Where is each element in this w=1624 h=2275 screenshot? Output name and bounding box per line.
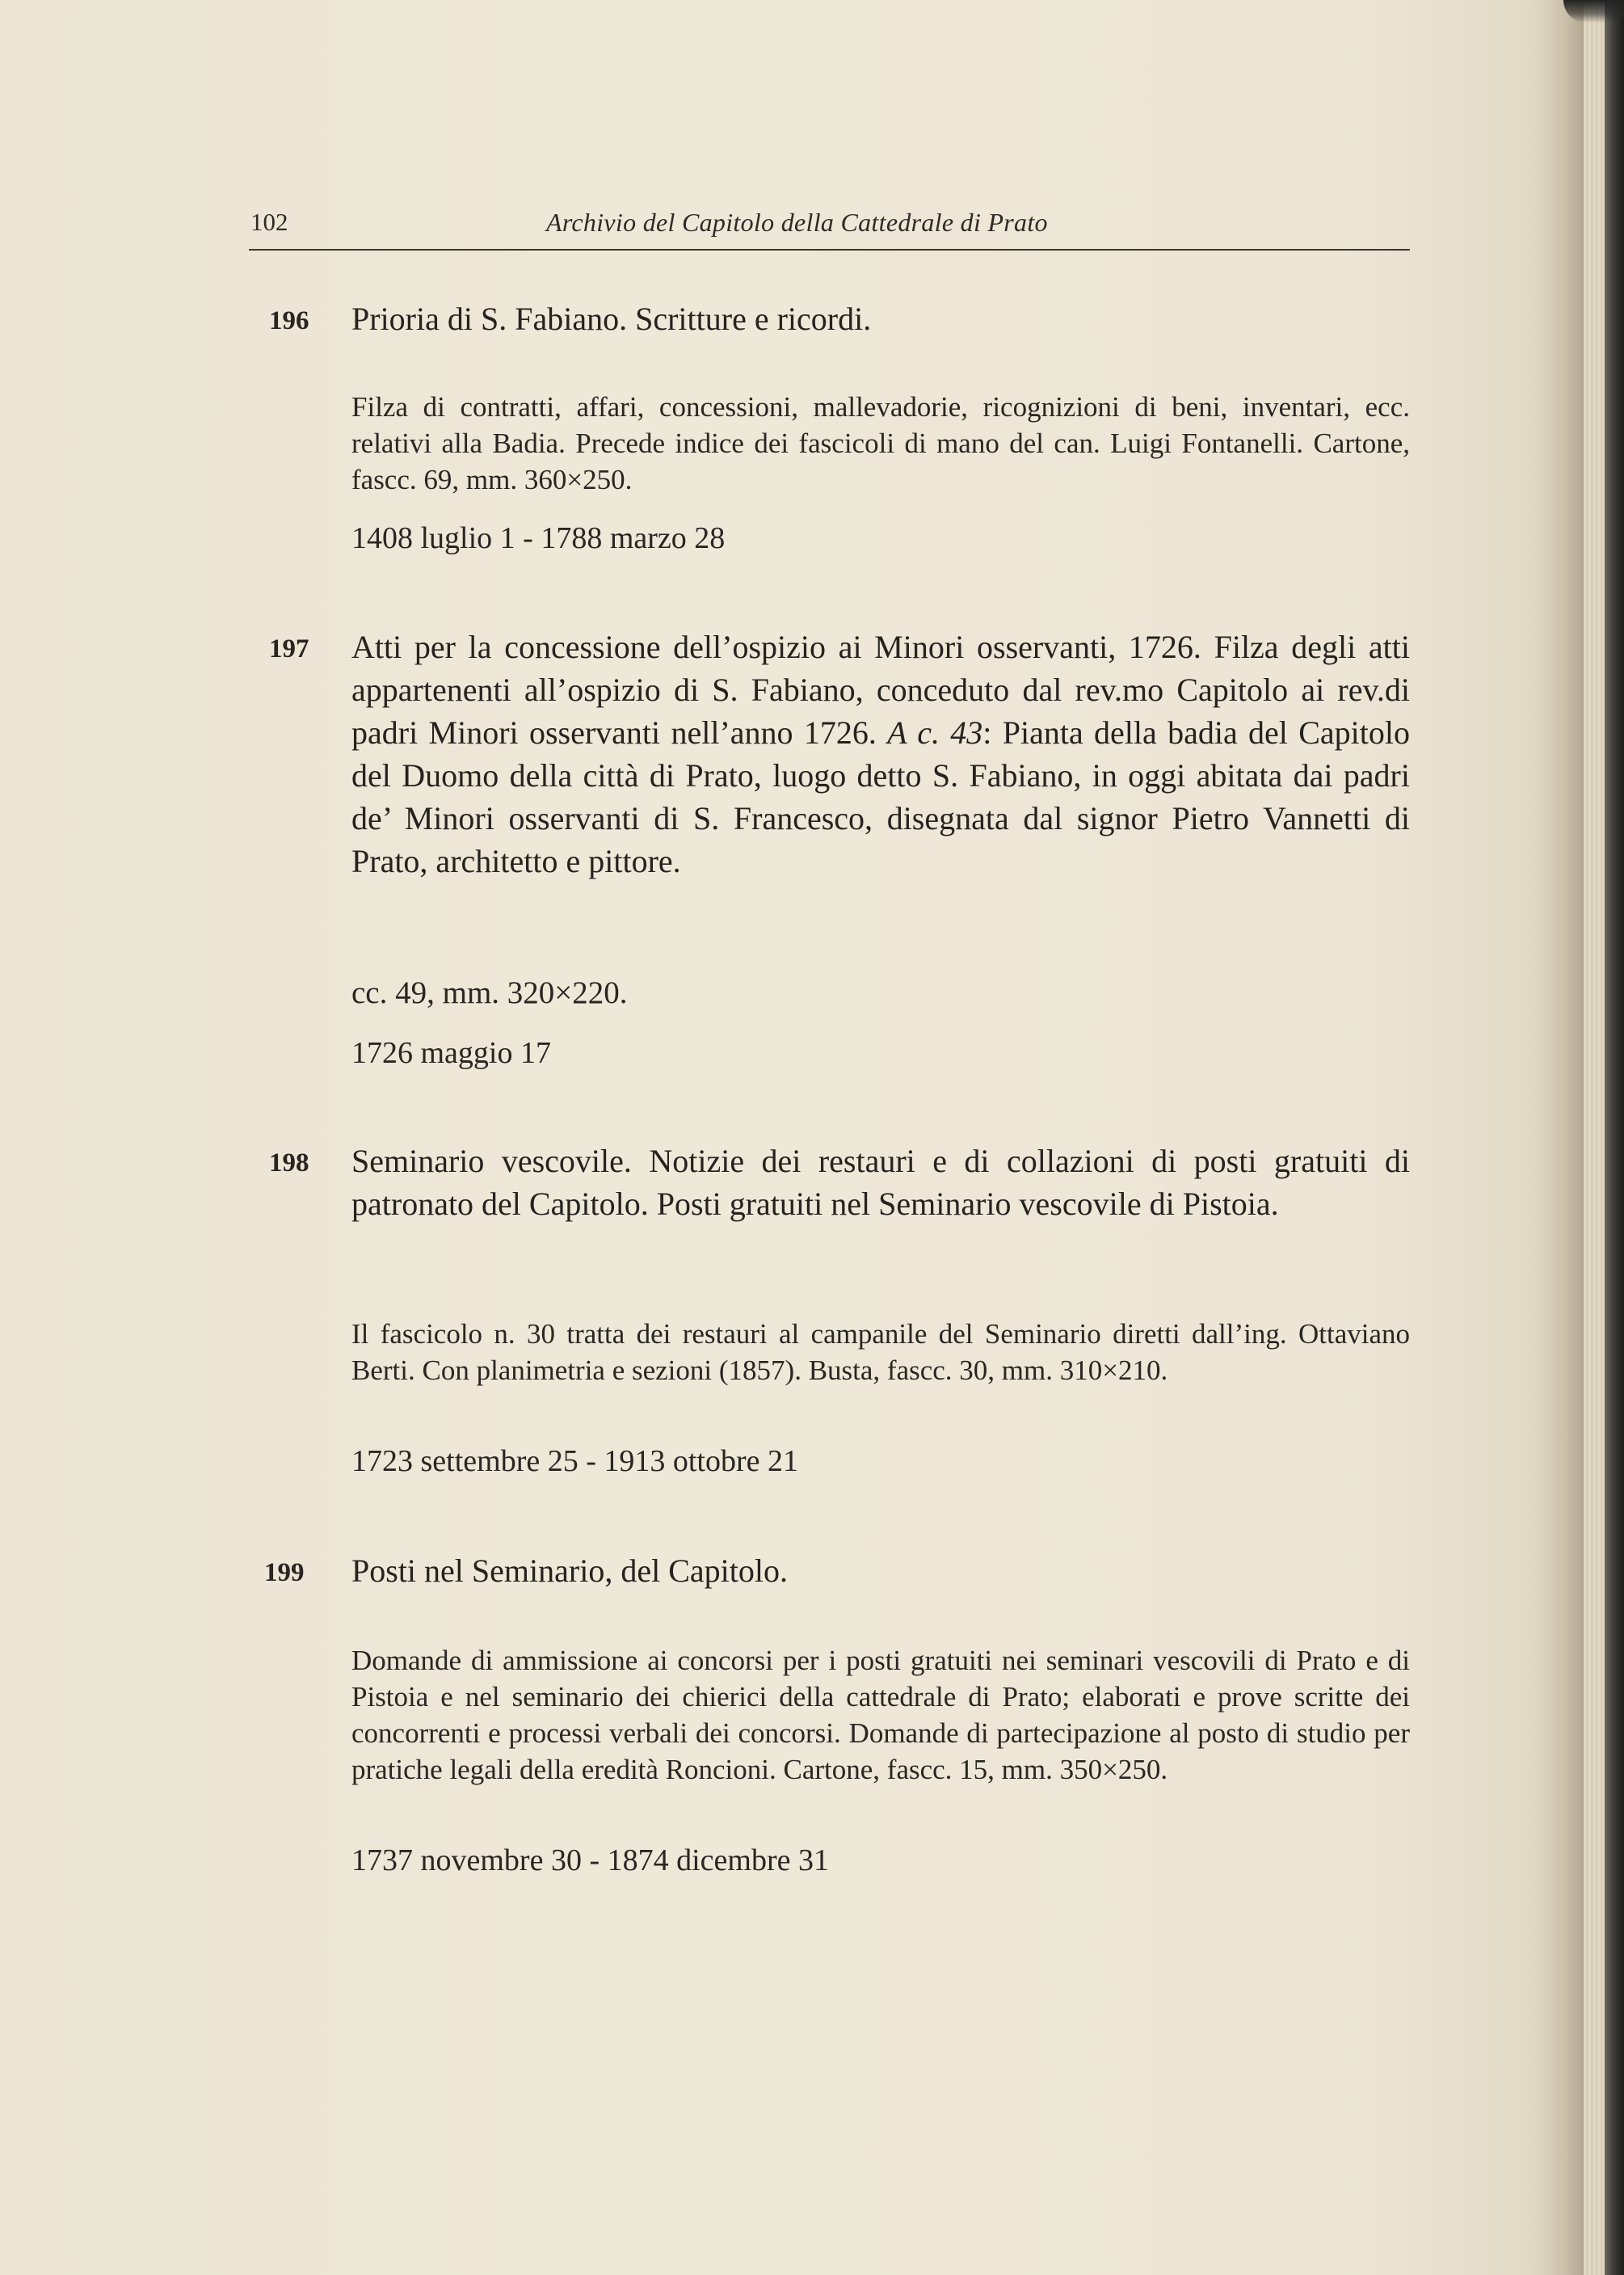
entry-dates: 1723 settembre 25 - 1913 ottobre 21 xyxy=(351,1444,799,1478)
entry-title xyxy=(351,626,1410,883)
book-binding xyxy=(1605,0,1624,2275)
page-number: 102 xyxy=(250,208,288,236)
running-head xyxy=(249,205,1410,251)
entry-title-part2: : Pianta della badia del Capitolo del Duomo della città di Prato, luogo detto S. Fabiano, in oggi abitata dai padri de’ Minori osservanti di S. Francesco, disegnata dal signor Pietro Vannetti di Prato, architetto e pittore. xyxy=(351,714,1411,879)
entry-description: cc. 49, mm. 320×220. xyxy=(351,975,628,1010)
entry-description: Domande di ammissione ai concorsi per i posti gratuiti nei seminari vescovili di Prato e di Pistoia e nel seminario dei chierici della cattedrale di Prato; elaborati e prove scritte dei concorrenti e processi verbali dei concorsi. Domande di partecipazione al posto di studio per pratiche legali della eredità Roncioni. Cartone, fascc. 15, mm. 350×250. xyxy=(351,1645,1410,1785)
entry-description: Il fascicolo n. 30 tratta dei restauri al campanile del Seminario diretti dall’ing. Ottaviano Berti. Con planimetria e sezioni (1857). Busta, fascc. 30, mm. 310×210. xyxy=(351,1318,1410,1386)
page-block-edges xyxy=(1584,0,1605,2275)
entry-number: 198 xyxy=(269,1148,309,1178)
entry-title: Posti nel Seminario, del Capitolo. xyxy=(351,1552,788,1589)
page-fold-shadow xyxy=(1539,0,1584,2275)
entry-dates: 1737 novembre 30 - 1874 dicembre 31 xyxy=(351,1843,829,1877)
entry-number: 197 xyxy=(269,634,309,664)
entry-dates: 1408 luglio 1 - 1788 marzo 28 xyxy=(351,521,726,555)
running-title: Archivio del Capitolo della Cattedrale di Prato xyxy=(546,208,1048,237)
entry-title-part1: Atti per la concessione dell’ospizio ai Minori osservanti, 1726. Filza degli atti appartenenti all’ospizio di S. Fabiano, conceduto dal rev.mo Capitolo ai rev.di padri Minori osservanti nell’anno 1726. xyxy=(351,629,1410,751)
entry-description: Filza di contratti, affari, concessioni, mallevadorie, ricognizioni di beni, inventari, ecc. relativi alla Badia. Precede indice dei fascicoli di mano del can. Luigi Fontanelli. Cartone, fascc. 69, mm. 360×250. xyxy=(351,391,1410,495)
entry-number: 196 xyxy=(269,306,309,335)
entry-title: Seminario vescovile. Notizie dei restauri e di collazioni di posti gratuiti di patronato del Capitolo. Posti gratuiti nel Seminario vescovile di Pistoia. xyxy=(351,1143,1410,1222)
entry-title-folio-ref: A c. 43 xyxy=(887,714,983,751)
entry-title: Prioria di S. Fabiano. Scritture e ricordi. xyxy=(351,301,872,337)
entry-dates: 1726 maggio 17 xyxy=(351,1036,551,1070)
entry-number: 199 xyxy=(264,1558,305,1587)
